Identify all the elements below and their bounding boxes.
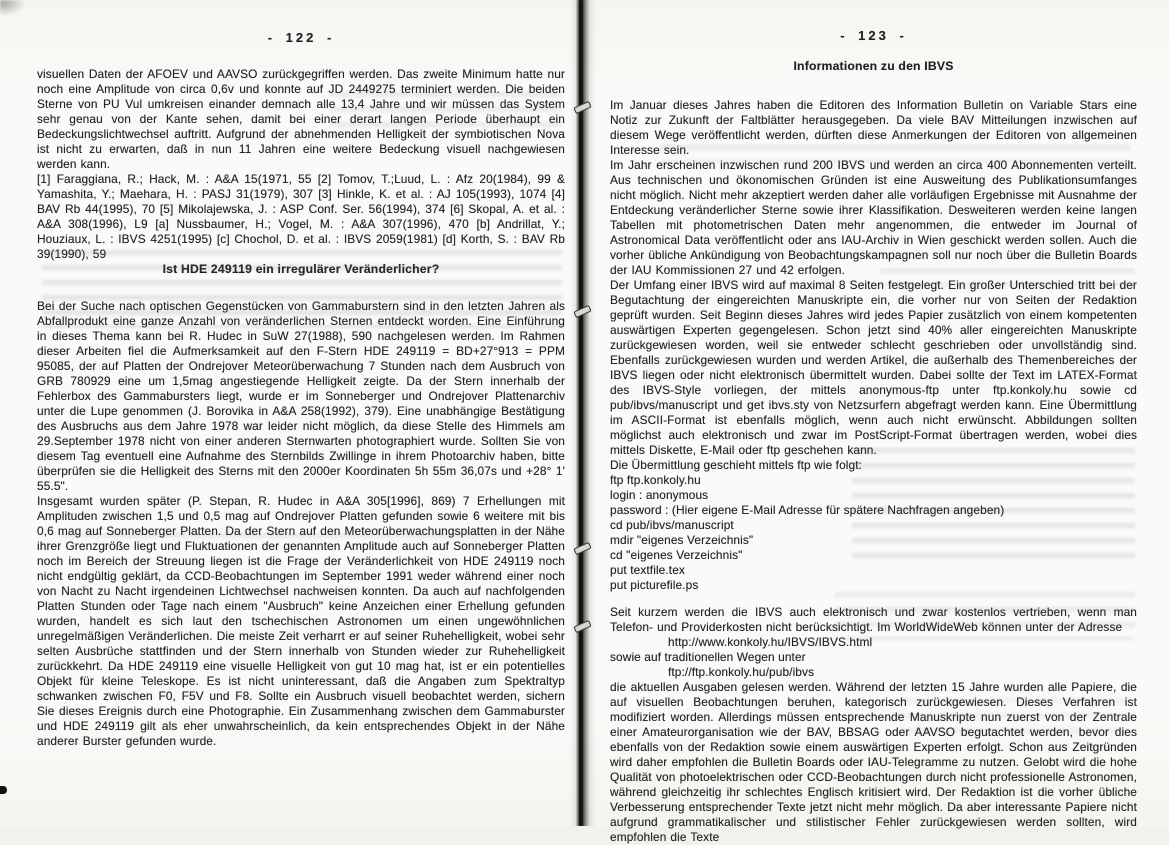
ftp-command-line: put picturefile.ps [610,578,699,592]
right-paragraph-review: Der Umfang einer IBVS wird auf maximal 8 Seiten festgelegt. Ein großer Unterschied tritt bei der Begutachtung der eingereichten Manuskripte ein, die vorher nur von Seiten der Redaktion geprüft wurden. Seit Beginn dieses Jahres wird jedes Papier zusätzlich von einem kompetenten auswärtigen Experten gegengelesen. Schon jetzt sind 40% aller eingereichten Manuskripte zurückgewiesen worden, weil sie entweder schlecht geschrieben oder unvollständig sind. Ebenfalls zurückgewiesen wurden und werden Artikel, die außerhalb des Themenbereiches der IBVS liegen oder nicht elektronisch übermittelt wurden. Dabei sollte der Text im LATEX-Format des IBVS-Style vorliegen, der mittels anonymous-ftp unter ftp.konkoly.hu sowie cd pub/ibvs/manuscript und get ibvs.sty von Netzsurfern abgefragt werden kann. Eine Übermittlung im ASCII-Format ist ebenfalls möglich, wenn auch nicht erwünscht. Abbildungen sollten möglichst auch elektronisch und zwar im PostScript-Format übertragen werden, wobei dies mittels Diskette, E-Mail oder ftp geschehen kann. [610,278,1137,457]
article-heading-hde249119: Ist HDE 249119 ein irregulärer Veränderlicher? [162,262,440,276]
binding-gutter [570,0,596,826]
right-paragraph-policy: die aktuellen Ausgaben gelesen werden. Während der letzten 15 Jahre wurden alle Papiere, die auf visuellen Beobachtungen beruhen, kategorisch zurückgewiesen. Dieses Verfahren ist modifiziert worden. Allerdings müssen entsprechende Manuskripte nun zuerst von der Zentrale einer Amateurorganisation wie der BAV, BBSAG oder AAVSO begutachtet werden, bevor dies ebenfalls von der Redaktion sowie einem auswärtigen Experten erfolgt. Schon aus Zeitgründen wird daher empfohlen die Bulletin Boards oder IAU-Telegramme zu nutzen. Gelobt wird die hohe Qualität von photoelektrischen oder CCD-Beobachtungen durch nicht professionelle Astronomen, während gleichzeitig ihr schlechtes Englisch kritisiert wird. Der Redaktion ist die vorher übliche Verbesserung entsprechender Texte jetzt nicht mehr möglich. Da aber interessante Papiere nicht aufgrund grammatikalischer und stilistischer Fehler zurückgewiesen werden sollten, wird empfohlen die Texte [610,680,1137,844]
left-page [37,0,565,826]
ftp-intro-line: Die Übermittlung geschieht mittels ftp wie folgt: [610,458,863,472]
ftp-command-line: login : anonymous [610,488,709,502]
article-heading-ibvs: Informationen zu den IBVS [793,59,954,73]
left-paragraph-results: Insgesamt wurden später (P. Stepan, R. Hudec in A&A 305[1996], 869) 7 Erhellungen mit Amplituden zwischen 1,5 und 0,5 mag auf Ondrejover Platten gefunden sowie 6 weitere mit bis 0,6 mag auf Sonneberger Platten. Da der Stern auf den Meteorüberwachungsplatten in der Nähe ihrer Grenzgröße liegt und Fluktuationen der genannten Amplitude auch auf Sonneberger Platten noch im Bereich der Streuung liegen ist die Frage der Veränderlichkeit von HDE 249119 noch nicht endgültig geklärt, da CCD-Beobachtungen im September 1991 weder während einer noch von Nacht zu Nacht irgendeinen Lichtwechsel nachweisen konnten. Da auch auf nachfolgenden Platten Stunden oder Tage nach einem "Ausbruch" keine Anzeichen einer Erhellung gefunden wurden, handelt es sich laut den tschechischen Astronomen um einen ungewöhnlichen unregelmäßigen Veränderlichen. Die meiste Zeit verharrt er auf seiner Ruhehelligkeit, wobei sehr selten Ausbrüche stattfinden und der Stern innerhalb von Stunden wieder zur Ruhehelligkeit zurückkehrt. Da HDE 249119 eine visuelle Helligkeit von gut 10 mag hat, ist er ein potentielles Objekt für kleine Teleskope. Es ist nicht uninteressant, daß die Angaben zum Spektraltyp schwanken zwischen F0, F5V und F8. Sollte ein Ausbruch visuell beobachtet werden, sichern Sie dieses Ereignis durch eine Photographie. Ein Zusammenhang zwischen dem Gammaburster und HDE 249119 gilt als eher unwahrscheinlich, da kein entsprechendes Objekt in der Nähe anderer Burster gefunden wurde. [37,494,565,748]
right-paragraph-traditional: sowie auf traditionellen Wegen unter [610,650,806,664]
right-page-number: - 123 - [840,28,907,43]
right-paragraph-intro: Im Januar dieses Jahres haben die Editoren des Information Bulletin on Variable Stars eine Notiz zur Zukunft der Faltblätter herausgegeben. Da viele BAV Mitteilungen inzwischen auf diesem Wege veröffentlicht werden, dürften diese Anmerkungen der Editoren von allgemeinen Interesse sein. [610,98,1137,157]
right-page [610,0,1137,844]
ftp-command-line: cd pub/ibvs/manuscript [610,518,734,532]
left-page-number: - 122 - [267,30,335,45]
scan-speck [0,786,7,794]
ibvs-ftp-url: ftp://ftp.konkoly.hu/pub/ibvs [668,665,815,679]
right-paragraph-publication: Im Jahr erscheinen inzwischen rund 200 IBVS und werden an circa 400 Abonnementen verteilt. Aus technischen und ökonomischen Gründen ist eine Ausweitung des Publikationsumfanges nicht möglich. Nicht mehr akzeptiert werden daher alle vorläufigen Ergebnisse mit Ausnahme der Entdeckung veränderlicher Sterne sowie ihrer Klassifikation. Desweiteren werden keine langen Tabellen mit photometrischen Daten mehr angenommen, die entweder im Journal of Astronomical Data veröffentlicht oder ans IAU-Archiv in Wien geschickt werden sollen. Auch die vorher übliche Ankündigung von Beobachtungskampagnen soll nur noch über die Bulletin Boards der IAU Kommissionen 27 und 42 erfolgen. [610,158,1137,277]
ftp-command-line: password : (Hier eigene E-Mail Adresse für spätere Nachfragen angeben) [610,503,1005,517]
ftp-command-line: cd "eigenes Verzeichnis" [610,548,743,562]
left-paragraph-search: Bei der Suche nach optischen Gegenstücken von Gammaburstern sind in den letzten Jahren als Abfallprodukt eine ganze Anzahl von veränderlichen Sternen entdeckt worden. Eine Einführung in dieses Thema kann bei R. Hudec in SuW 27(1988), 590 nachgelesen werden. Im Rahmen dieser Arbeiten fiel die Aufmerksamkeit auf den F-Stern HDE 249119 = BD+27°913 = PPM 95085, der auf Platten der Ondrejover Meteorüberwachung 7 Stunden nach dem Ausbruch von GRB 780929 eine um 1,5mag angestiegende Helligkeit zeigte. Da der Stern innerhalb der Fehlerbox des Gammabursters liegt, wurde er im Sonneberger und Ondrejover Plattenarchiv unter die Lupe genommen (J. Borovika in A&A 258(1992), 379). Eine unabhängige Bestätigung des Ausbruchs aus dem Jahre 1978 war leider nicht möglich, da diese Stelle des Himmels am 29.September 1978 nicht von einer anderen Sternwarten photographiert wurde. Sollten Sie von diesem Tag eventuell eine Aufnahme des Sternbilds Zwillinge in ihrem Photoarchiv haben, bitte überprüfen sie die Helligkeit des Sterns mit den 2000er Koordinaten 5h 55m 36,07s und +28° 1' 55.5". [37,299,565,493]
references-block: [1] Faraggiana, R.; Hack, M. : A&A 15(1971, 55 [2] Tomov, T.;Luud, L. : Afz 20(1984), 99 & Yamashita, Y.; Maehara, H. : PASJ 31(1979), 307 [3] Hinkle, K. et al. : AJ 105(1993), 1074 [4] BAV Rb 44(1995), 70 [5] Mikolajewska, J. : ASP Conf. Ser. 56(1994), 374 [6] Skopal, A. et al. : A&A 308(1996), L9 [a] Nussbaumer, H.; Vogel, M. : A&A 307(1996), 470 [b] Andrillat, Y.; Houziaux, L. : IBVS 4251(1995) [c] Chochol, D. et al. : IBVS 2059(1981) [d] Korth, S. : BAV Rb 39(1990), 59 [37,172,565,261]
ftp-command-line: put textfile.tex [610,563,685,577]
scan-smudge [0,0,26,16]
right-paragraph-distribution: Seit kurzem werden die IBVS auch elektronisch und zwar kostenlos vertrieben, wenn man Telefon- und Providerkosten nicht berücksichtigt. Im WorldWideWeb können unter der Adresse [610,605,1137,634]
ftp-instructions-block [610,458,1137,593]
ftp-command-line: mdir "eigenes Verzeichnis" [610,533,754,547]
ibvs-www-url: http://www.konkoly.hu/IBVS/IBVS.html [668,635,873,649]
ftp-command-line: ftp ftp.konkoly.hu [610,473,701,487]
left-paragraph-continuation: visuellen Daten der AFOEV und AAVSO zurückgegriffen werden. Das zweite Minimum hatte nur noch eine Amplitude von circa 0,6v und konnte auf JD 2449275 terminiert werden. Die beiden Sterne von PU Vul umkreisen einander demnach alle 13,4 Jahre und wir müssen das System sehr genau von der Kante sehen, damit bei einer derart langen Periode überhaupt ein Bedeckungslichtwechsel auftritt. Aufgrund der abnehmenden Helligkeit der symbiotischen Nova ist nicht zu erwarten, daß in nun 11 Jahren eine weitere Bedeckung visuell nachgewiesen werden kann. [37,67,565,171]
binding-line [579,0,583,826]
